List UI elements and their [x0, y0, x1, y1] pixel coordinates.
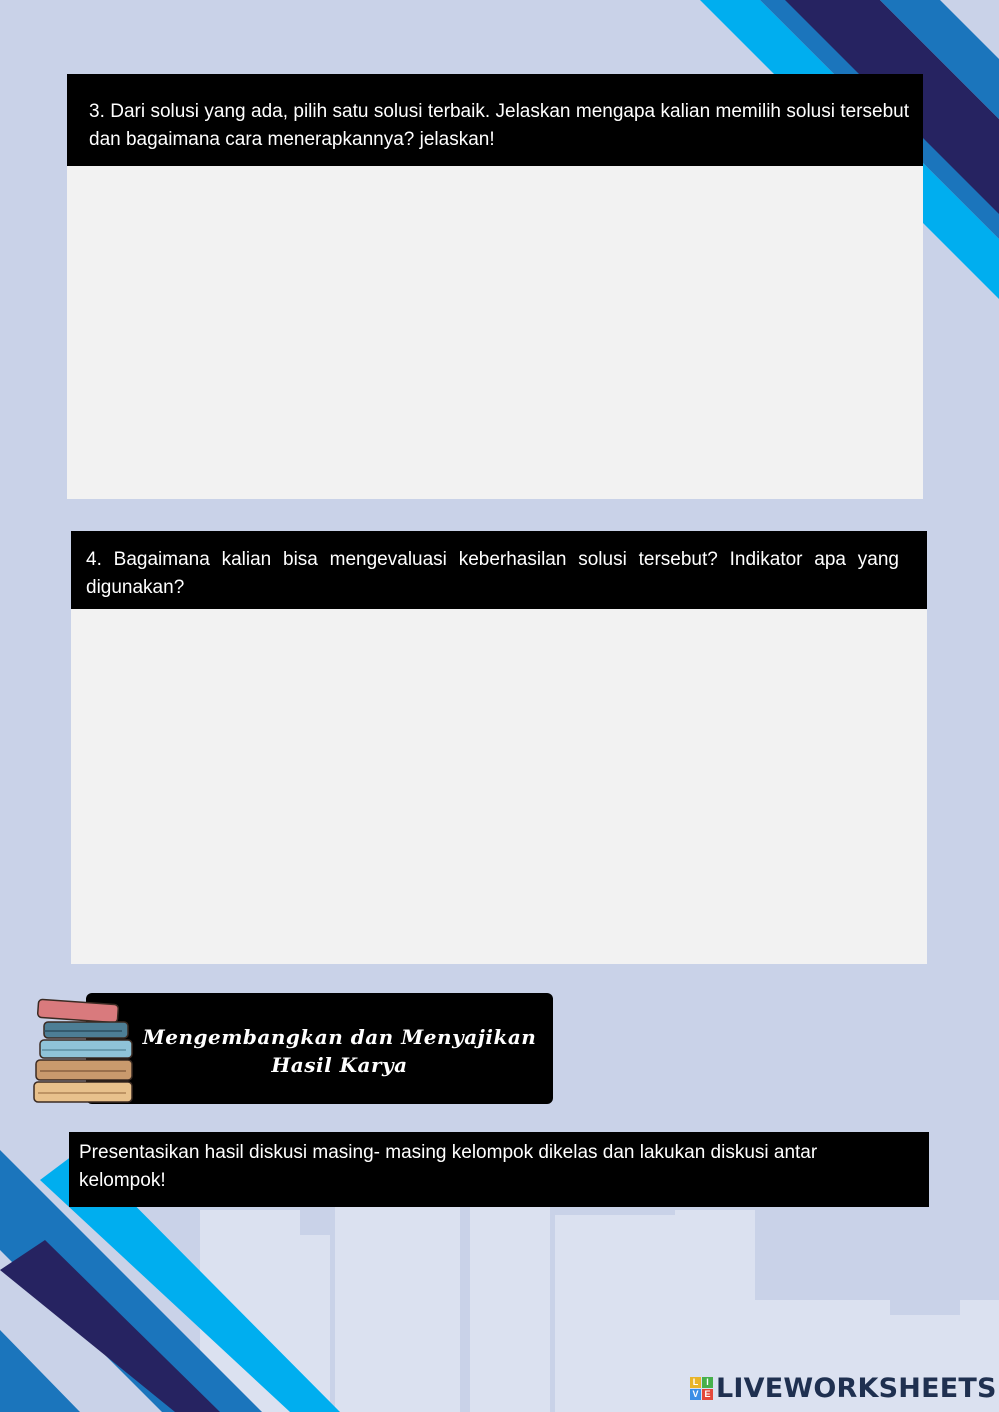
- section-title-line-1: Mengembangkan dan Menyajikan: [142, 1025, 537, 1049]
- logo-mark-letter: V: [690, 1389, 701, 1400]
- logo-mark-letter: E: [702, 1389, 713, 1400]
- section-title-banner: [86, 993, 553, 1104]
- question-3-prompt: 3. Dari solusi yang ada, pilih satu solusi terbaik. Jelaskan mengapa kalian memilih solusi tersebut dan bagaimana cara menerapkannya? jelaskan!: [67, 74, 923, 166]
- books-stack-icon: [30, 998, 138, 1108]
- section-title: [136, 1023, 543, 1079]
- task-instruction: Presentasikan hasil diskusi masing- masing kelompok dikelas dan lakukan diskusi antar kelompok!: [69, 1132, 929, 1207]
- question-3-card: [67, 74, 923, 499]
- liveworksheets-logo: [690, 1371, 997, 1405]
- section-title-line-2: Hasil Karya: [271, 1053, 408, 1077]
- question-4-card: [71, 531, 927, 964]
- logo-wordmark: LIVEWORKSHEETS: [716, 1372, 997, 1404]
- logo-mark-letter: I: [702, 1377, 713, 1388]
- logo-mark-icon: [690, 1377, 713, 1400]
- logo-mark-letter: L: [690, 1377, 701, 1388]
- question-4-answer-area[interactable]: [71, 609, 927, 964]
- question-3-answer-area[interactable]: [67, 166, 923, 499]
- question-4-prompt: 4. Bagaimana kalian bisa mengevaluasi keberhasilan solusi tersebut? Indikator apa yang digunakan?: [71, 531, 927, 609]
